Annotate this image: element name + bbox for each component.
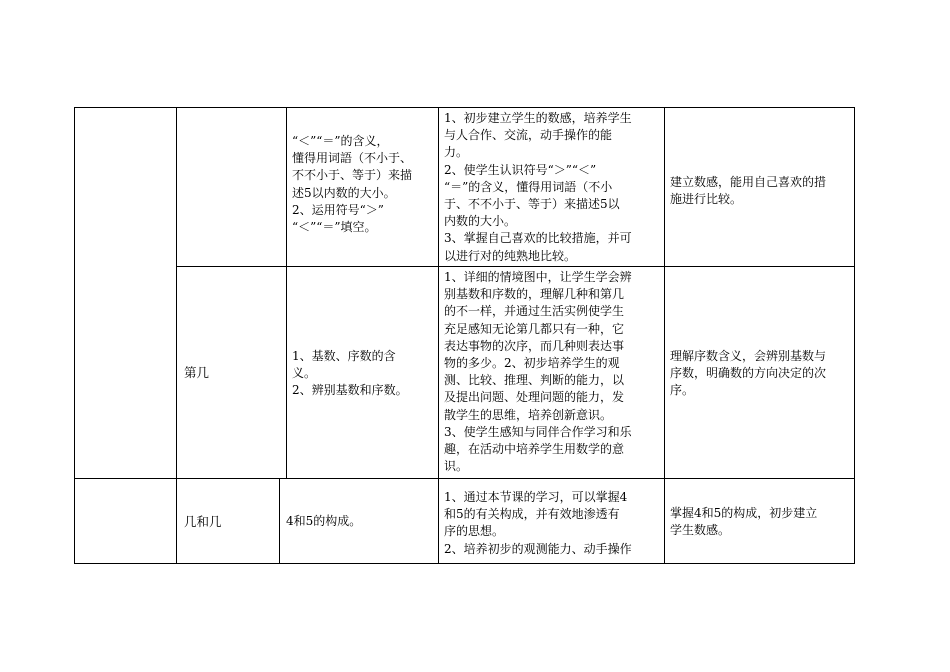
row2-content-cell: 1、基数、序数的含 义。 2、辨别基数和序数。: [292, 349, 408, 398]
row2-lesson-title: 第几: [184, 365, 210, 380]
table-border-top: [74, 107, 855, 108]
row3-lesson-title: 几和几: [184, 514, 222, 529]
row1-goals-cell: 1、初步建立学生的数感，培养学生 与人合作、交流，动手操作的能 力。 2、使学生认识符号“＞”“＜” “＝”的含义，懂得用词語（不小 于、不不小于、等于）来描述5以 内数的大小。 3、掌握自己喜欢的比较措施，并可 以进行对的纯熟地比较。: [444, 111, 632, 263]
row-divider: [176, 266, 855, 267]
row2-key-points-cell: 理解序数含义，会辨别基数与 序数，明确数的方向决定的次 序。: [670, 349, 827, 398]
column-divider: [438, 107, 439, 564]
row-divider: [74, 478, 855, 479]
table-border-left: [74, 107, 75, 564]
column-divider: [286, 107, 287, 478]
row1-content-cell: “＜”“＝”的含义， 懂得用词語（不小于、 不不小于、等于）来描 述5以内数的大小。 2、运用符号“＞” “＜”“＝”填空。: [292, 134, 413, 235]
row3-goals-cell: 1、通过本节课的学习，可以掌握4 和5的有关构成，并有效地渗透有 序的思想。 2、培养初步的观测能力、动手操作: [444, 490, 632, 556]
row3-content-cell: 4和5的构成。: [286, 514, 362, 528]
column-divider: [664, 107, 665, 564]
table-border-bottom: [74, 563, 855, 564]
row3-key-points-cell: 掌握4和5的构成，初步建立 学生数感。: [670, 506, 818, 538]
table-border-right: [854, 107, 855, 564]
row2-goals-cell: 1、详细的情境图中，让学生学会辨 别基数和序数的，理解几种和第几 的不一样，并通过生活实例使学生 充足感知无论第几都只有一种，它 表达事物的次序，而几种则表达事 物的多少。2、初步培养学生的观 测、比较、推理、判断的能力，以 及提出问题、处理问题的能力，发 散学生的思维，培养创新意识。 3、使学生感知与同伴合作学习和乐 趣，在活动中培养学生用数学的意 识。: [444, 270, 632, 474]
row1-key-points-cell: 建立数感，能用自己喜欢的措 施进行比较。: [670, 175, 827, 207]
column-divider: [176, 107, 177, 564]
column-divider: [279, 478, 280, 564]
